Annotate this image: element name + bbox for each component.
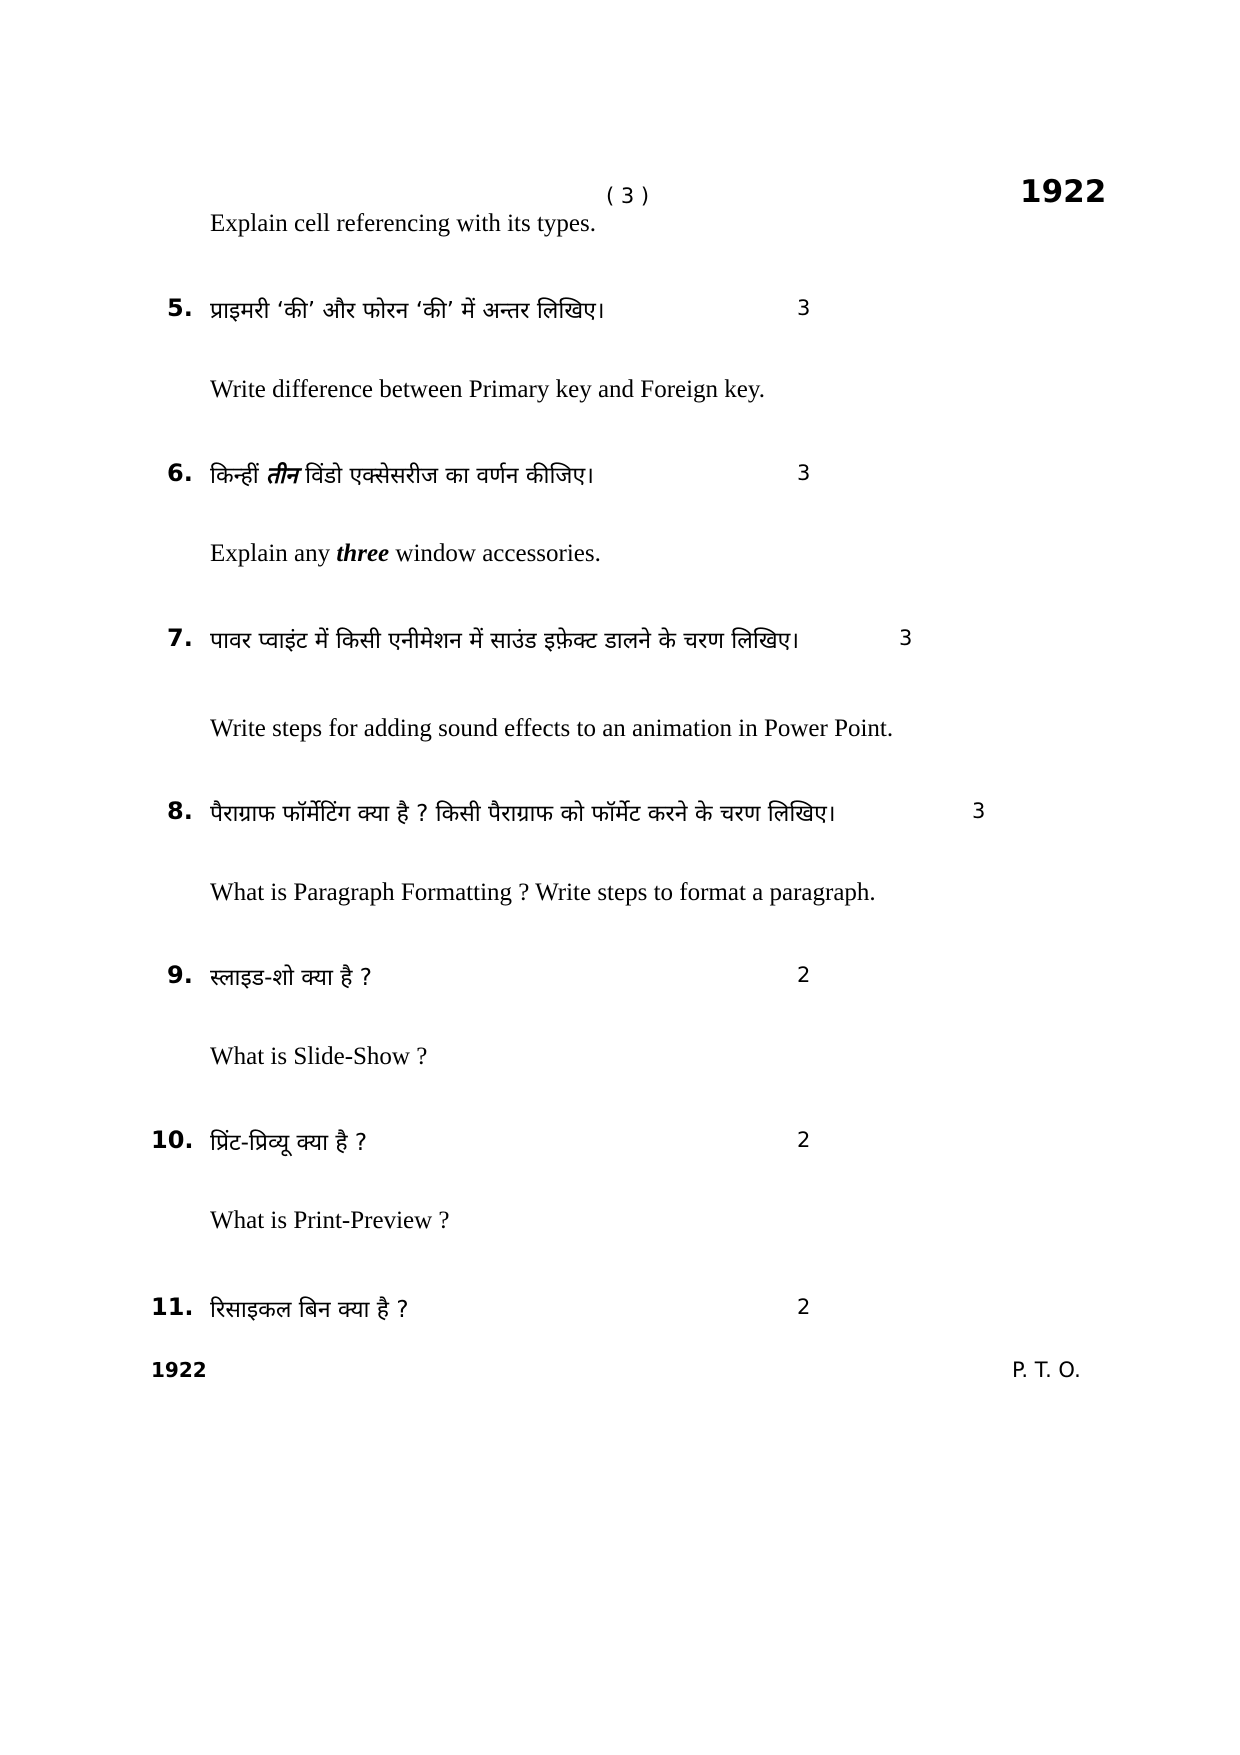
- question-number: 5.: [167, 294, 193, 322]
- question-hindi-text: रिसाइकल बिन क्या है ?: [210, 1297, 409, 1323]
- question-hindi-text: पैराग्राफ फॉर्मेटिंग क्या है ? किसी पैराग्राफ को फॉर्मेट करने के चरण लिखिए।: [210, 801, 836, 827]
- question-marks: 2: [797, 1295, 811, 1319]
- question-marks: 3: [797, 461, 811, 485]
- question-marks: 2: [797, 1128, 811, 1152]
- question-number: 11.: [151, 1293, 194, 1321]
- carryover-english-line: Explain cell referencing with its types.: [210, 210, 596, 237]
- question-english-text: Write difference between Primary key and Foreign key.: [210, 376, 766, 403]
- hindi-text-part: विंडो एक्सेसरीज का वर्णन कीजिए।: [297, 463, 594, 489]
- question-number: 7.: [167, 624, 193, 652]
- pto-note: P. T. O.: [1012, 1358, 1081, 1382]
- question-marks: 3: [899, 626, 913, 650]
- hindi-text-part: किन्हीं: [210, 463, 266, 489]
- question-english-text: [210, 540, 601, 568]
- question-number: 9.: [167, 961, 193, 989]
- question-hindi-text: स्लाइड-शो क्या है ?: [210, 965, 372, 991]
- question-marks: 3: [972, 799, 986, 823]
- page-number: ( 3 ): [606, 184, 650, 208]
- question-english-text: Write steps for adding sound effects to an animation in Power Point.: [210, 715, 894, 742]
- question-marks: 2: [797, 963, 811, 987]
- question-number: 10.: [151, 1126, 194, 1154]
- english-text-part: window accessories.: [389, 540, 601, 567]
- paper-code-header: 1922: [1020, 174, 1107, 210]
- english-emphasis: three: [336, 540, 390, 567]
- question-hindi-text: [210, 458, 594, 490]
- paper-code-footer: 1922: [151, 1358, 207, 1382]
- question-marks: 3: [797, 296, 811, 320]
- english-text-part: Explain any: [210, 540, 337, 567]
- hindi-emphasis: तीन: [265, 463, 298, 489]
- question-english-text: What is Slide-Show ?: [210, 1043, 428, 1070]
- question-hindi-text: प्रिंट-प्रिव्यू क्या है ?: [210, 1130, 368, 1156]
- question-hindi-text: प्राइमरी ‘की’ और फोरन ‘की’ में अन्तर लिखिए।: [210, 298, 605, 324]
- question-number: 8.: [167, 797, 193, 825]
- question-english-text: What is Paragraph Formatting ? Write steps to format a paragraph.: [210, 879, 876, 906]
- question-english-text: What is Print-Preview ?: [210, 1207, 450, 1234]
- question-number: 6.: [167, 459, 193, 487]
- question-hindi-text: पावर प्वाइंट में किसी एनीमेशन में साउंड इफ़ेक्ट डालने के चरण लिखिए।: [210, 628, 800, 654]
